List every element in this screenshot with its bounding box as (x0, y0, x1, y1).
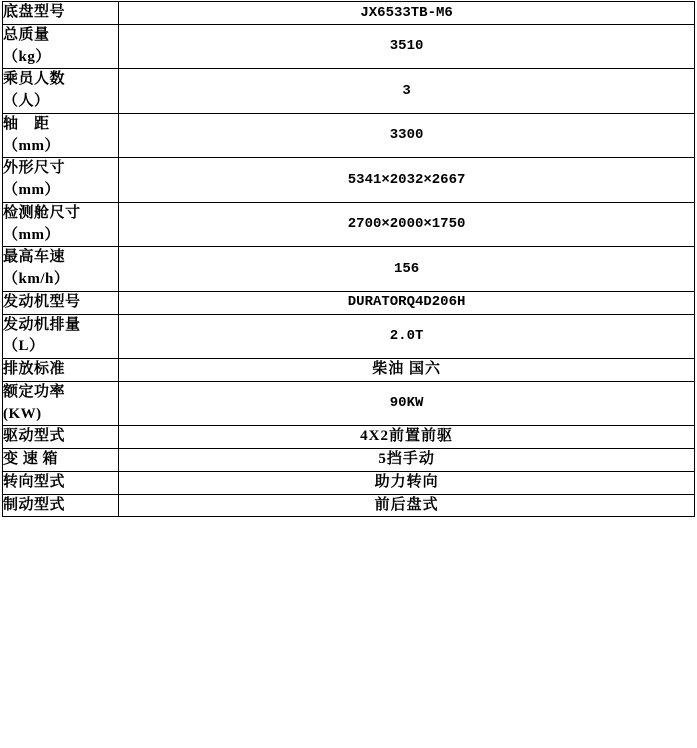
table-row (3, 494, 695, 517)
spec-value-cell (119, 494, 695, 517)
spec-value-text: 柴油 国六 (372, 361, 441, 377)
spec-value-text: 90KW (389, 395, 424, 412)
spec-label-line: （kg） (3, 48, 51, 65)
spec-label-cell (3, 381, 119, 426)
spec-label-cell (3, 359, 119, 382)
spec-value-cell (119, 449, 695, 472)
spec-label-line: 发动机型号 (3, 293, 81, 310)
spec-value-cell (119, 247, 695, 292)
spec-label-line: （L） (3, 338, 45, 355)
table-row (3, 247, 695, 292)
spec-value-cell (119, 314, 695, 359)
spec-value-text: 156 (393, 260, 420, 277)
spec-label-cell (3, 291, 119, 314)
table-row (3, 471, 695, 494)
spec-value-text: 2.0T (389, 328, 424, 345)
spec-label-line: 检测舱尺寸 (3, 204, 81, 221)
spec-label-line: 底盘型号 (3, 4, 66, 20)
spec-label-cell (3, 426, 119, 449)
table-row (3, 426, 695, 449)
spec-label-line: 乘员人数 (3, 71, 66, 88)
spec-value-text: 5341×2032×2667 (347, 171, 466, 188)
spec-value-cell (119, 291, 695, 314)
spec-label-line: 驱动型式 (3, 428, 66, 445)
spec-label-cell (3, 247, 119, 292)
spec-label-line: 变 速 箱 (3, 451, 59, 467)
spec-label-line: （mm） (3, 226, 60, 243)
spec-value-cell (119, 202, 695, 247)
spec-value-text: 3 (402, 82, 411, 99)
spec-label-line: 轴 距 (3, 115, 50, 132)
spec-label-cell (3, 449, 119, 472)
table-row (3, 314, 695, 359)
spec-value-cell (119, 2, 695, 25)
spec-table-body (3, 2, 695, 517)
spec-label-cell (3, 24, 119, 69)
spec-value-cell (119, 471, 695, 494)
spec-label-line: 总质量 (3, 26, 50, 43)
spec-value-text: 3300 (389, 127, 424, 144)
spec-value-text: 4X2前置前驱 (360, 428, 453, 445)
table-row (3, 2, 695, 25)
spec-label-line: (KW) (3, 405, 42, 422)
spec-value-text: 5挡手动 (378, 451, 435, 467)
spec-label-cell (3, 113, 119, 158)
spec-label-cell (3, 314, 119, 359)
vehicle-spec-table (2, 1, 695, 517)
spec-value-text: DURATORQ4D206H (347, 294, 466, 311)
table-row (3, 202, 695, 247)
table-row (3, 113, 695, 158)
spec-label-line: （km/h） (3, 271, 70, 287)
spec-value-cell (119, 158, 695, 203)
spec-label-line: （mm） (3, 137, 60, 154)
spec-value-cell (119, 113, 695, 158)
spec-label-cell (3, 202, 119, 247)
spec-value-cell (119, 69, 695, 114)
spec-label-line: 外形尺寸 (3, 160, 66, 177)
table-row (3, 24, 695, 69)
spec-value-text: JX6533TB-M6 (360, 4, 453, 21)
spec-value-cell (119, 381, 695, 426)
spec-label-cell (3, 158, 119, 203)
spec-value-text: 3510 (389, 38, 424, 55)
spec-label-line: （mm） (3, 182, 60, 198)
spec-label-line: 最高车速 (3, 249, 66, 266)
table-row (3, 158, 695, 203)
spec-label-cell (3, 2, 119, 25)
spec-value-cell (119, 426, 695, 449)
spec-value-text: 前后盘式 (374, 496, 439, 513)
spec-label-line: （人） (3, 93, 50, 109)
spec-label-line: 制动型式 (3, 496, 66, 513)
spec-value-cell (119, 359, 695, 382)
spec-label-line: 额定功率 (3, 383, 66, 400)
spec-label-line: 排放标准 (3, 361, 66, 377)
table-row (3, 69, 695, 114)
spec-label-cell (3, 471, 119, 494)
spec-label-cell (3, 69, 119, 114)
spec-label-line: 发动机排量 (3, 316, 81, 333)
table-row (3, 449, 695, 472)
spec-value-cell (119, 24, 695, 69)
table-row (3, 291, 695, 314)
spec-label-line: 转向型式 (3, 473, 66, 490)
table-row (3, 359, 695, 382)
spec-label-cell (3, 494, 119, 517)
spec-value-text: 2700×2000×1750 (347, 216, 466, 233)
spec-value-text: 助力转向 (374, 473, 439, 490)
table-row (3, 381, 695, 426)
